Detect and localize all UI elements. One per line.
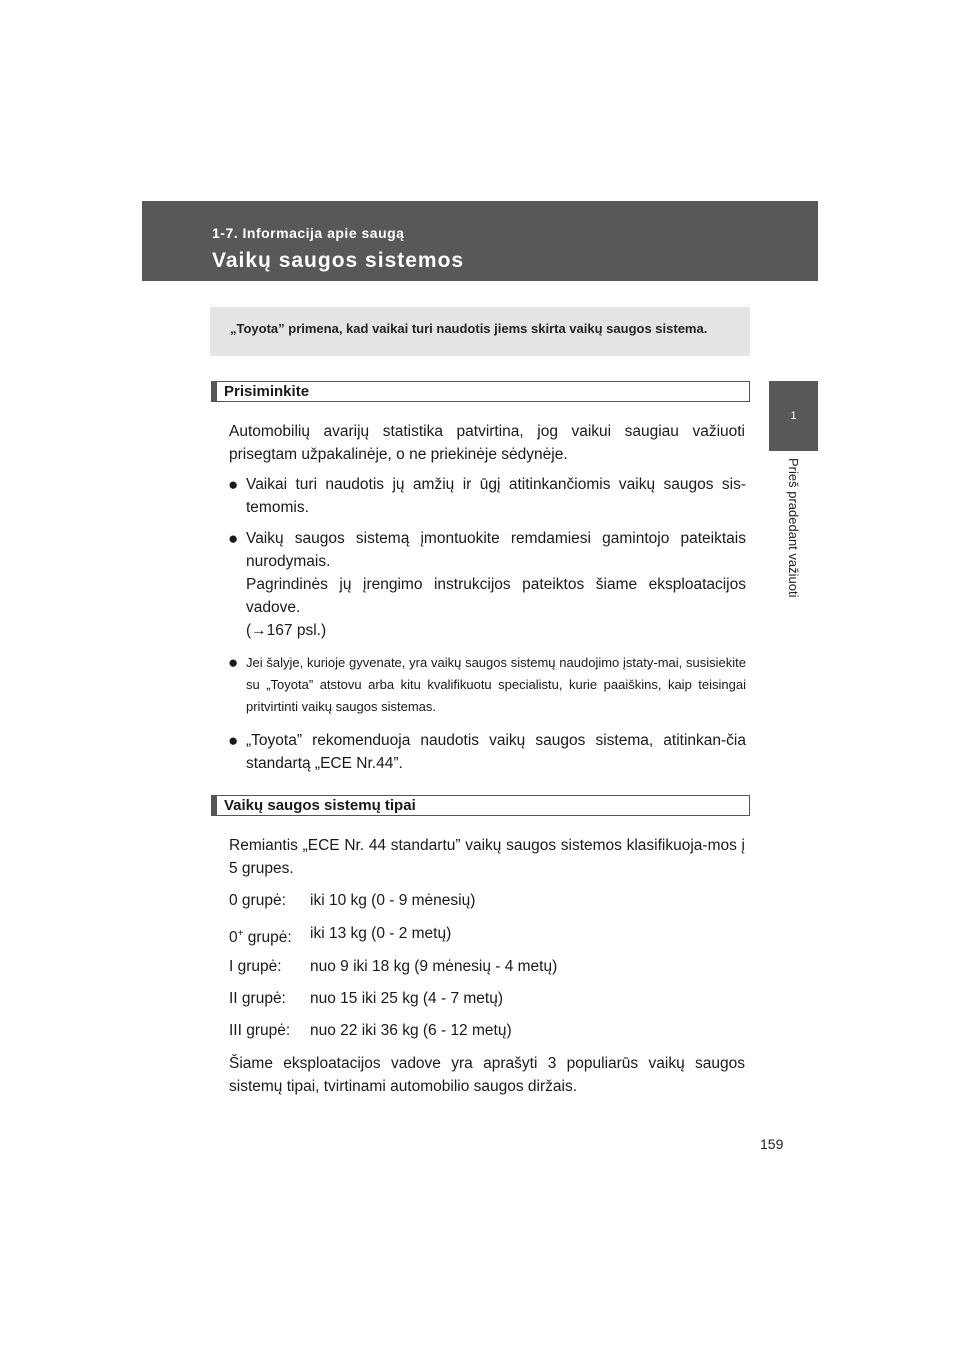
section-label: 1-7. Informacija apie saugą [212, 225, 405, 241]
note-box: „Toyota” primena, kad vaikai turi naudotis jiems skirta vaikų saugos sistema. [210, 307, 750, 356]
group-name: 0+ grupė: [229, 928, 292, 947]
chapter-number: 1 [790, 410, 797, 422]
section-heading-remember: Prisiminkite [211, 381, 750, 402]
bullet-dot-icon: ● [228, 731, 239, 750]
chapter-tab [769, 381, 818, 451]
group-row [229, 1019, 512, 1042]
bullet-text: Vaikai turi naudotis jų amžių ir ūgį atitinkančiomis vaikų saugos sis-temomis. [246, 476, 746, 516]
group-description: nuo 9 iki 18 kg (9 mėnesių - 4 metų) [310, 958, 558, 975]
group-row [229, 987, 503, 1010]
group-name: 0 grupė: [229, 892, 286, 909]
bullet-text: Jei šalyje, kurioje gyvenate, yra vaikų saugos sistemų naudojimo įstaty-mai, susisiekite su „Toyota” atstovu arba kitu kvalifikuotu specialistu, kurie paaiškins, kaip teisingai pritvirtinti vaikų saugos sistemas. [246, 655, 746, 714]
page-title: Vaikų saugos sistemos [212, 249, 465, 272]
group-description: nuo 22 iki 36 kg (6 - 12 metų) [310, 1022, 512, 1039]
types-intro: Remiantis „ECE Nr. 44 standartu” vaikų saugos sistemos klasifikuoja-mos į 5 grupes. [229, 837, 745, 877]
page-number: 159 [760, 1136, 784, 1152]
bullet-extra: Pagrindinės jų įrengimo instrukcijos pateiktos šiame eksploatacijos vadove. [246, 576, 746, 616]
bullet-text: „Toyota” rekomenduoja naudotis vaikų saugos sistema, atitinkan-čia standartą „ECE Nr.44”. [246, 732, 746, 772]
group-description: iki 10 kg (0 - 9 mėnesių) [310, 892, 476, 909]
group-name: II grupė: [229, 990, 286, 1007]
bullet-item [228, 473, 746, 519]
group-row [229, 922, 451, 949]
page-reference: (→167 psl.) [246, 622, 327, 639]
group-description: iki 13 kg (0 - 2 metų) [310, 925, 452, 942]
section-heading-types: Vaikų saugos sistemų tipai [211, 795, 750, 816]
group-row [229, 889, 475, 912]
chapter-title: Prieš pradedant važiuoti [786, 458, 801, 598]
bullet-item [228, 729, 746, 775]
bullet-item [228, 527, 746, 642]
group-row [229, 955, 557, 978]
bullet-dot-icon: ● [228, 653, 239, 672]
bullet-dot-icon: ● [228, 475, 239, 494]
header-band [142, 201, 818, 281]
group-name: I grupė: [229, 958, 282, 975]
bullet-item [228, 652, 746, 718]
remember-intro: Automobilių avarijų statistika patvirtina, jog vaikui saugiau važiuoti prisegtam užpakalinėje, o ne priekinėje sėdynėje. [229, 423, 745, 463]
bullet-text: Vaikų saugos sistemą įmontuokite remdamiesi gamintojo pateiktais nurodymais. [246, 530, 746, 570]
types-outro: Šiame eksploatacijos vadove yra aprašyti 3 populiarūs vaikų saugos sistemų tipai, tvirtinami automobilio saugos diržais. [229, 1055, 745, 1095]
bullet-dot-icon: ● [228, 529, 239, 548]
group-description: nuo 15 iki 25 kg (4 - 7 metų) [310, 990, 503, 1007]
group-name: III grupė: [229, 1022, 291, 1039]
